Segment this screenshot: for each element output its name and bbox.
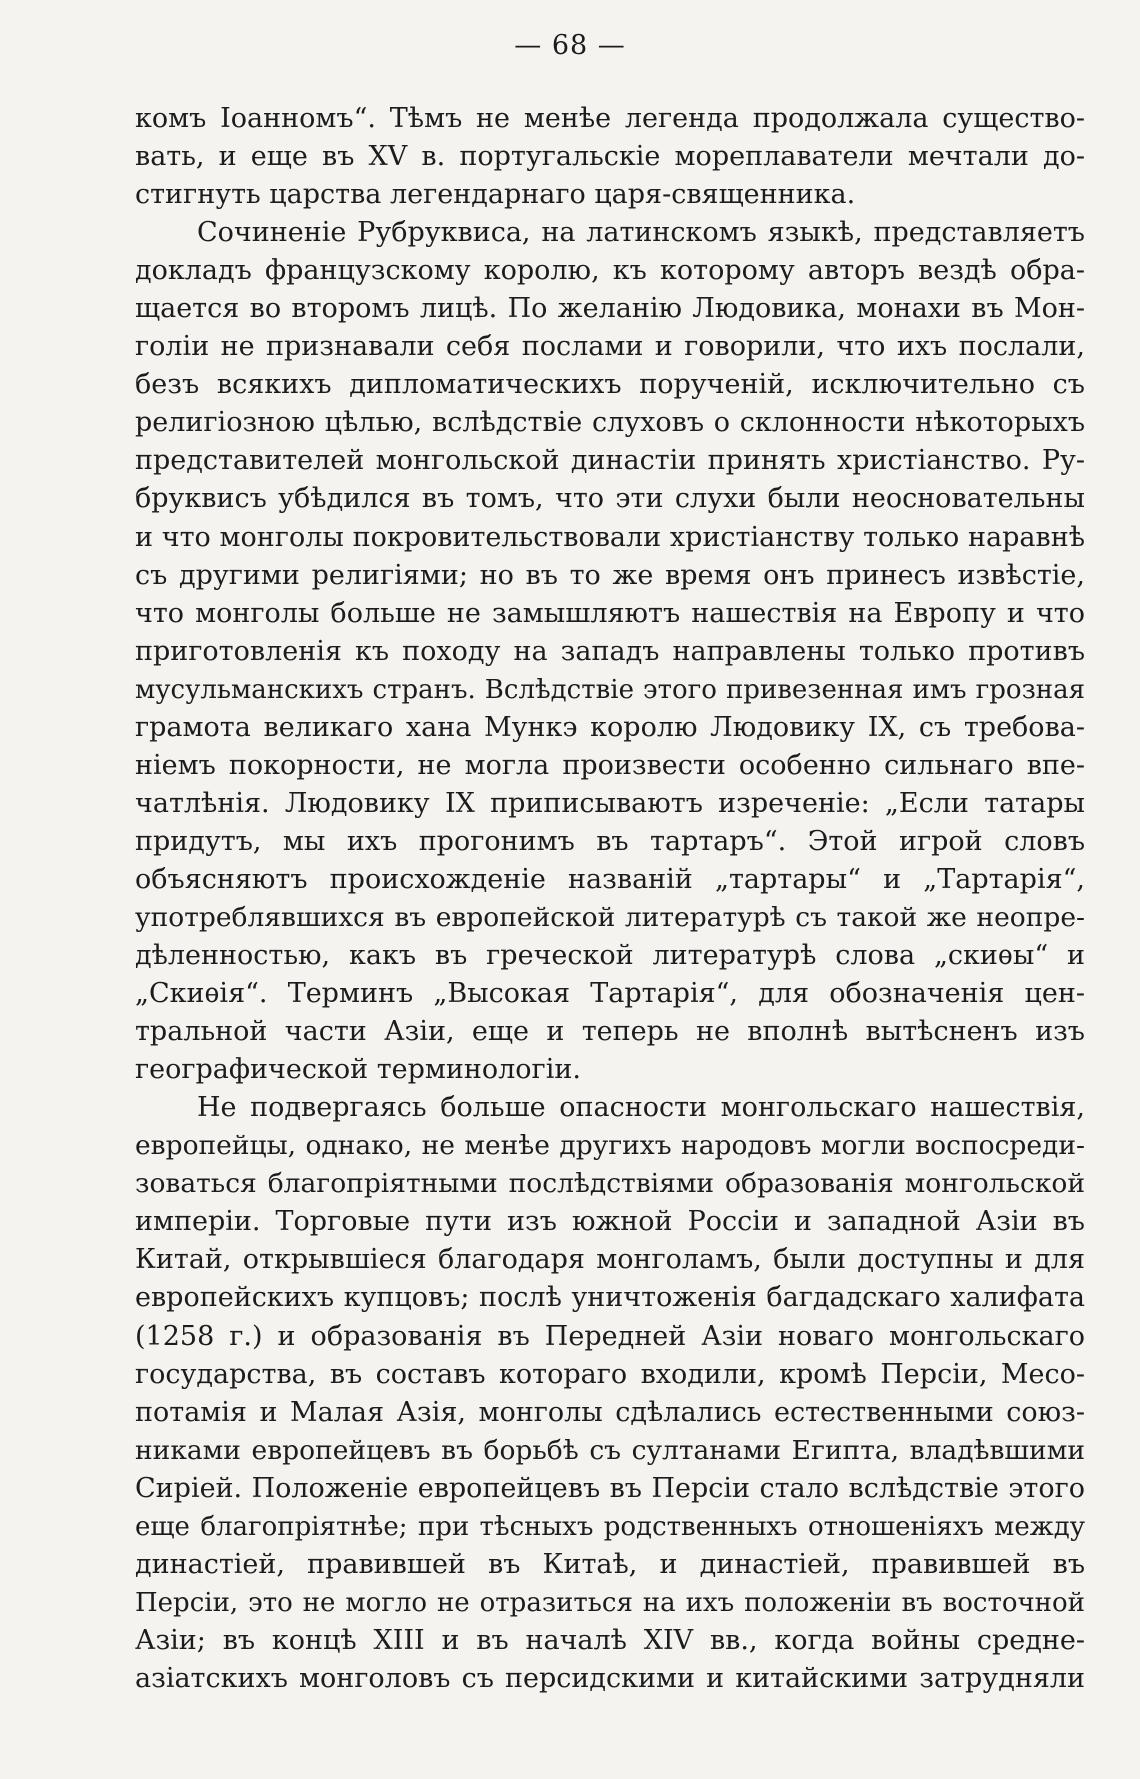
text-line: объясняютъ происхожденіе названій „тартары“ и „Тартарія“, <box>135 863 1085 895</box>
text-line: географической терминологіи. <box>135 1054 581 1086</box>
text-line: Сиріей. Положеніе европейцевъ въ Персіи стало вслѣдствіе этого <box>135 1472 1085 1504</box>
text-line: Китай, открывшіеся благодаря монголамъ, были доступны и для <box>135 1244 1085 1276</box>
text-line: тральной части Азіи, еще и теперь не вполнѣ вытѣсненъ изъ <box>135 1016 1085 1048</box>
text-line: европейскихъ купцовъ; послѣ уничтоженія багдадскаго халифата <box>135 1282 1085 1314</box>
text-line: употреблявшихся въ европейской литературѣ съ такой же неопре- <box>135 901 1085 933</box>
text-line: вать, и еще въ XV в. португальскіе мореплаватели мечтали до- <box>135 141 1085 173</box>
text-line: государства, въ составъ котораго входили, кромѣ Персіи, Месо- <box>135 1358 1085 1390</box>
text-line: бруквисъ убѣдился въ томъ, что эти слухи были неосновательны <box>135 483 1085 515</box>
text-line: потамія и Малая Азія, монголы сдѣлались естественными союз- <box>135 1396 1085 1428</box>
text-line: представителей монгольской династіи принять христіанство. Ру- <box>135 445 1085 477</box>
text-line: дѣленностью, какъ въ греческой литературѣ слова „скиѳы“ и <box>135 940 1085 972</box>
text-line: безъ всякихъ дипломатическихъ порученій, исключительно съ <box>135 369 1085 401</box>
body-text <box>135 100 1085 1698</box>
text-line: съ другими религіями; но въ то же время онъ принесъ извѣстіе, <box>135 559 1085 591</box>
text-line: докладъ французскому королю, къ которому авторъ вездѣ обра- <box>135 255 1085 287</box>
text-line: еще благопріятнѣе; при тѣсныхъ родственныхъ отношеніяхъ между <box>135 1511 1085 1542</box>
text-line: придутъ, мы ихъ прогонимъ въ тартаръ“. Этой игрой словъ <box>135 825 1085 857</box>
text-line: и что монголы покровительствовали христіанству только наравнѣ <box>135 521 1085 553</box>
text-line: что монголы больше не замышляютъ нашествія на Европу и что <box>135 597 1085 629</box>
text-line: щается во второмъ лицѣ. По желанію Людовика, монахи въ Мон- <box>135 293 1085 325</box>
text-line: чатлѣнія. Людовику IX приписываютъ изреченіе: „Если татары <box>135 787 1085 819</box>
text-line: никами европейцевъ въ борьбѣ съ султанами Египта, владѣвшими <box>135 1434 1085 1466</box>
text-line: династіей, правившей въ Китаѣ, и династіей, правившей въ <box>135 1548 1085 1580</box>
text-line: комъ Іоанномъ“. Тѣмъ не менѣе легенда продолжала существо- <box>135 103 1085 134</box>
paragraph-3 <box>135 1089 1085 1698</box>
paragraph-1 <box>135 100 1085 214</box>
text-line: зоваться благопріятными послѣдствіями образованія монгольской <box>135 1168 1085 1200</box>
text-line: Азіи; въ концѣ XIII и въ началѣ XIV вв., когда войны средне- <box>135 1624 1085 1656</box>
text-line: грамота великаго хана Мункэ королю Людовику IX, съ требова- <box>135 711 1085 743</box>
text-line: стигнуть царства легендарнаго царя-священника. <box>135 179 856 211</box>
text-line: Сочиненіе Рубруквиса, на латинскомъ языкѣ, представляетъ <box>197 217 1085 249</box>
text-line: ніемъ покорности, не могла произвести особенно сильнаго впе- <box>135 749 1085 781</box>
text-line: приготовленія къ походу на западъ направлены только противъ <box>135 635 1085 667</box>
paragraph-2 <box>135 214 1085 1089</box>
text-line: религіозною цѣлью, вслѣдствіе слуховъ о склонности нѣкоторыхъ <box>135 407 1085 439</box>
text-line: европейцы, однако, не менѣе другихъ народовъ могли воспосреди- <box>135 1130 1085 1162</box>
text-line: мусульманскихъ странъ. Вслѣдствіе этого привезенная имъ грозная <box>135 674 1085 705</box>
text-line: имперіи. Торговые пути изъ южной Россіи и западной Азіи въ <box>135 1206 1085 1238</box>
page-number: — 68 — <box>514 30 626 61</box>
text-line: голіи не признавали себя послами и говорили, что ихъ послали, <box>135 331 1085 363</box>
text-line: азіатскихъ монголовъ съ персидскими и китайскими затрудняли <box>135 1662 1085 1694</box>
text-line: (1258 г.) и образованія въ Передней Азіи новаго монгольскаго <box>135 1320 1085 1352</box>
text-line: „Скиѳія“. Терминъ „Высокая Тартарія“, для обозначенія цен- <box>135 978 1085 1010</box>
text-line: Не подвергаясь больше опасности монгольскаго нашествія, <box>197 1092 1085 1124</box>
text-line: Персіи, это не могло не отразиться на ихъ положеніи въ восточной <box>135 1587 1085 1618</box>
